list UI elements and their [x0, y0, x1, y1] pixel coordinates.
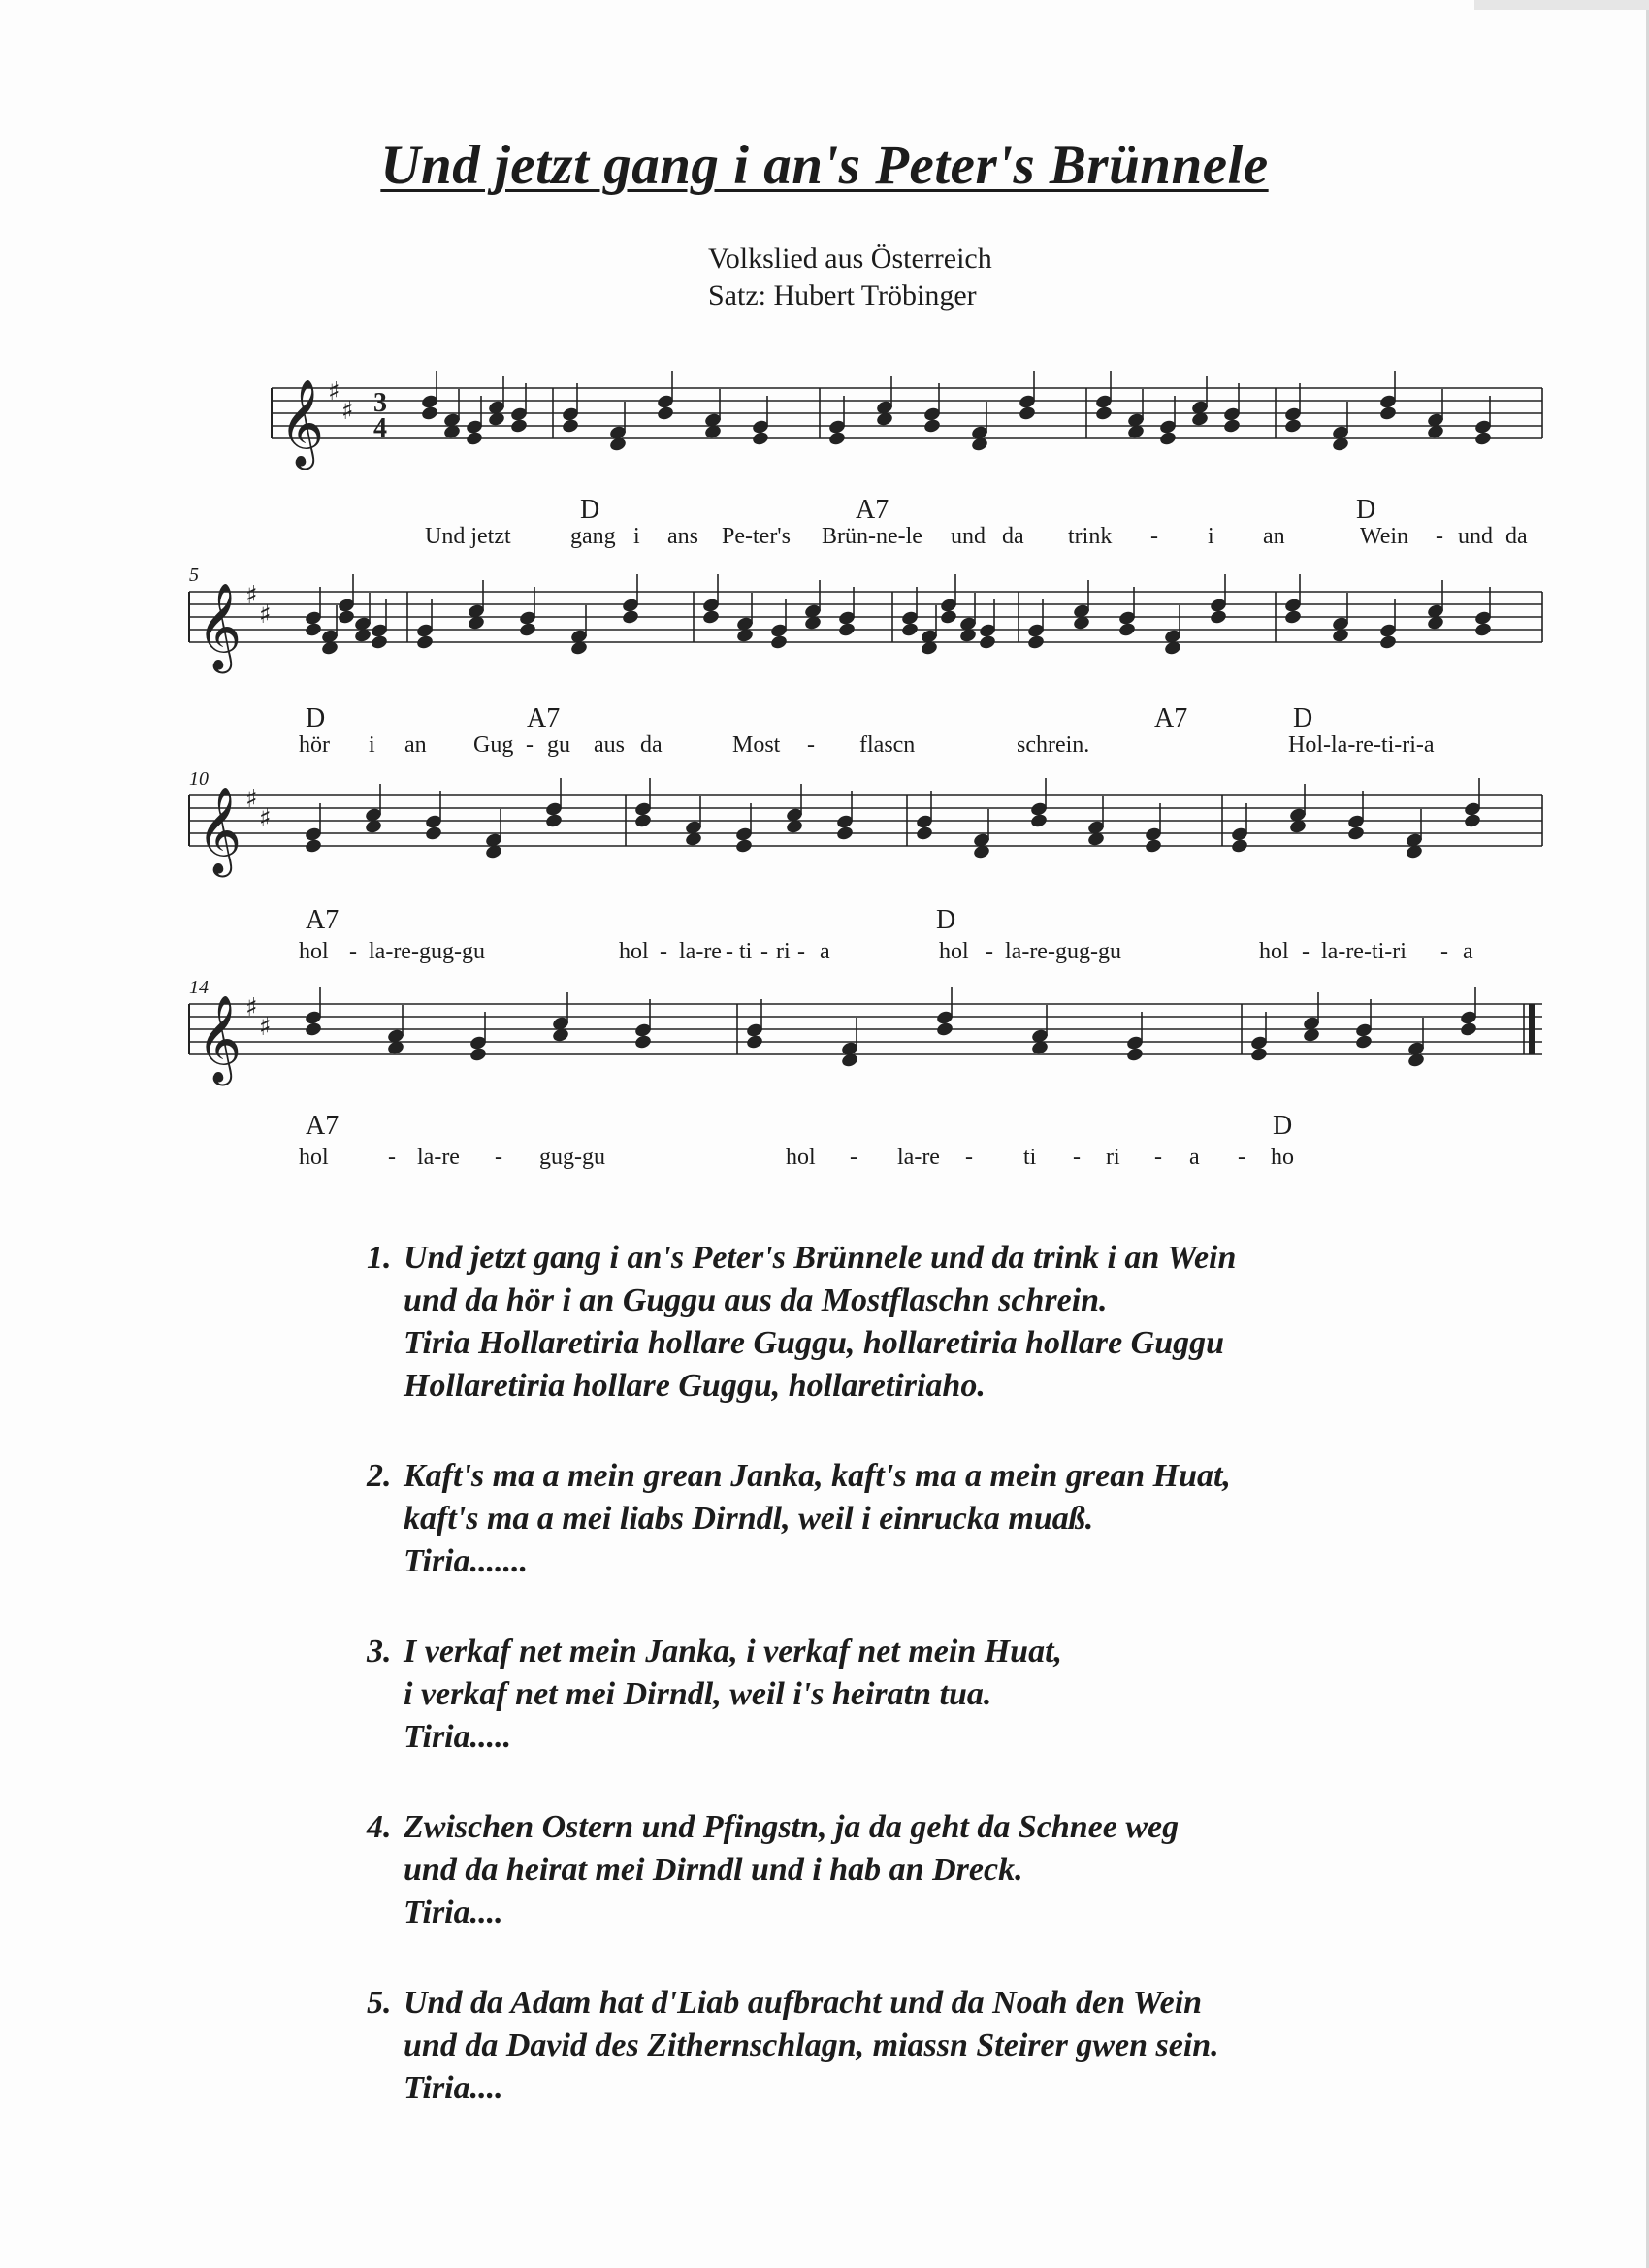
lyric-syllable: Und jetzt: [425, 524, 511, 549]
lyric-syllable: -: [850, 1145, 857, 1170]
lyric-syllable: -: [349, 939, 357, 964]
sharp-icon: ♯: [245, 581, 258, 610]
lyric-syllable: schrein.: [1017, 732, 1090, 758]
lyric-syllable: -: [1238, 1145, 1245, 1170]
lyric-syllable: -: [388, 1145, 396, 1170]
lyric-syllable: a: [820, 939, 830, 964]
sharp-icon: ♯: [245, 785, 258, 814]
lyric-syllable: gang: [570, 524, 616, 549]
sharp-icon: ♯: [245, 993, 258, 1022]
lyric-syllable: Gug: [473, 732, 514, 758]
verse-line: und da heirat mei Dirndl und i hab an Dreck.: [404, 1852, 1023, 1888]
music-system-1: [175, 369, 1552, 582]
verse-line: I verkaf net mein Janka, i verkaf net mein Huat,: [404, 1634, 1063, 1669]
lyric-syllable: ri: [1106, 1145, 1120, 1170]
verse-line: kaft's ma a mei liabs Dirndl, weil i einrucka muaß.: [404, 1501, 1094, 1537]
lyric-syllable: a: [1463, 939, 1473, 964]
verse-line: Und da Adam hat d'Liab aufbracht und da Noah den Wein: [404, 1985, 1203, 2021]
lyric-syllable: Brün-ne-le: [822, 524, 922, 549]
verse-2: [367, 1455, 1511, 1583]
lyric-syllable: ans: [667, 524, 698, 549]
scan-shadow: [1474, 0, 1649, 10]
staff-2: [175, 572, 1552, 689]
lyric-syllable: la-re: [417, 1145, 460, 1170]
music-system-4: [175, 977, 1552, 1179]
sharp-icon: ♯: [259, 600, 272, 630]
lyric-syllable: Wein: [1360, 524, 1409, 549]
lyric-syllable: hol: [299, 1145, 329, 1170]
verse-number: 3.: [367, 1634, 392, 1669]
chord-symbol: A7: [527, 703, 561, 733]
measure-number: 14: [189, 977, 209, 998]
subtitle-arranger: Satz: Hubert Tröbinger: [708, 279, 977, 311]
chord-symbol: D: [1356, 495, 1376, 525]
lyric-syllable: -: [1436, 524, 1443, 549]
lyric-syllable: hör: [299, 732, 330, 758]
verse-line: Zwischen Ostern und Pfingstn, ja da geht da Schnee weg: [404, 1809, 1180, 1845]
verse-line: Tiria....: [404, 2070, 503, 2106]
chord-symbol: D: [1293, 703, 1313, 733]
lyric-syllable: gu: [547, 732, 570, 758]
verse-number: 1.: [367, 1240, 392, 1276]
lyric-syllable: -: [660, 939, 667, 964]
verse-number: 2.: [367, 1458, 392, 1494]
treble-clef-icon: 𝄞: [279, 379, 325, 467]
verse-line: Tiria.......: [404, 1543, 529, 1579]
verse-line: Tiria.....: [404, 1719, 512, 1755]
verse-line: Tiria....: [404, 1895, 503, 1930]
lyric-syllable: la-re-gug-gu: [1005, 939, 1121, 964]
time-signature-upper: 3: [373, 388, 387, 418]
lyric-syllable: -: [986, 939, 993, 964]
verses: [367, 1237, 1511, 2157]
lyric-syllable: -: [1150, 524, 1158, 549]
verse-line: Hollaretiria hollare Guggu, hollaretiriaho.: [404, 1368, 986, 1404]
lyric-syllable: ho: [1271, 1145, 1294, 1170]
lyric-syllable: -: [965, 1145, 973, 1170]
lyric-syllable: a: [1189, 1145, 1200, 1170]
lyric-syllable: an: [1263, 524, 1285, 549]
chord-symbol: D: [580, 495, 600, 525]
treble-clef-icon: 𝄞: [197, 995, 242, 1083]
lyric-syllable: flascn: [859, 732, 916, 758]
lyric-syllable: hol: [939, 939, 969, 964]
verse-line: Tiria Hollaretiria hollare Guggu, hollaretiria hollare Guggu: [404, 1325, 1225, 1361]
lyric-syllable: aus: [594, 732, 625, 758]
lyric-syllable: Pe-ter's: [722, 524, 791, 549]
verse-5: [367, 1982, 1511, 2110]
lyric-syllable: -: [526, 732, 534, 758]
lyric-syllable: Hol-la-re-ti-ri-a: [1288, 732, 1435, 758]
lyric-syllable: i: [369, 732, 375, 758]
chord-symbol: D: [306, 703, 326, 733]
music-system-2: [175, 565, 1552, 766]
sharp-icon: ♯: [341, 397, 354, 426]
lyric-syllable: la-re-gug-gu: [369, 939, 485, 964]
lyric-syllable: la-re: [897, 1145, 940, 1170]
lyric-syllable: ri: [776, 939, 791, 964]
lyric-syllable: -: [726, 939, 733, 964]
verse-number: 4.: [367, 1809, 392, 1845]
chord-symbol: A7: [306, 905, 340, 935]
lyric-syllable: an: [404, 732, 427, 758]
lyric-syllable: hol: [786, 1145, 816, 1170]
lyric-syllable: hol: [619, 939, 649, 964]
lyric-syllable: -: [495, 1145, 502, 1170]
lyric-syllable: -: [1440, 939, 1448, 964]
lyric-syllable: -: [760, 939, 768, 964]
verse-line: Kaft's ma a mein grean Janka, kaft's ma a mein grean Huat,: [404, 1458, 1231, 1494]
lyric-syllable: -: [1073, 1145, 1081, 1170]
treble-clef-icon: 𝄞: [197, 787, 242, 874]
chord-symbol: A7: [856, 495, 889, 525]
lyric-syllable: ti: [739, 939, 753, 964]
lyric-syllable: -: [797, 939, 805, 964]
lyric-syllable: hol: [1259, 939, 1289, 964]
sharp-icon: ♯: [259, 804, 272, 833]
staff-4: [175, 985, 1552, 1101]
chord-symbol: D: [936, 905, 956, 935]
lyric-syllable: la-re: [679, 939, 722, 964]
chord-symbol: A7: [1154, 703, 1188, 733]
lyric-syllable: und: [951, 524, 986, 549]
verse-1: [367, 1237, 1511, 1408]
chord-symbol: D: [1273, 1111, 1293, 1141]
final-barline: [1529, 1004, 1535, 1054]
verse-line: i verkaf net mei Dirndl, weil i's heiratn tua.: [404, 1676, 992, 1712]
chord-symbol: A7: [306, 1111, 340, 1141]
verse-4: [367, 1806, 1511, 1934]
sharp-icon: ♯: [328, 377, 340, 406]
staff-1: [175, 369, 1552, 485]
lyric-syllable: hol: [299, 939, 329, 964]
lyric-syllable: ti: [1023, 1145, 1037, 1170]
treble-clef-icon: 𝄞: [197, 583, 242, 670]
verse-line: Und jetzt gang i an's Peter's Brünnele und da trink i an Wein: [404, 1240, 1237, 1276]
lyric-syllable: i: [633, 524, 640, 549]
song-title: Und jetzt gang i an's Peter's Brünnele: [380, 135, 1269, 196]
lyric-syllable: -: [1154, 1145, 1162, 1170]
staff-3: [175, 776, 1552, 892]
lyric-syllable: -: [1302, 939, 1310, 964]
verse-line: und da David des Zithernschlagn, miassn Steirer gwen sein.: [404, 2027, 1219, 2063]
lyric-syllable: i: [1208, 524, 1214, 549]
time-signature-lower: 4: [373, 413, 387, 443]
verse-3: [367, 1631, 1511, 1759]
measure-number: 5: [189, 565, 199, 586]
lyric-syllable: und: [1458, 524, 1493, 549]
lyric-syllable: da: [640, 732, 663, 758]
lyric-syllable: Most: [732, 732, 781, 758]
lyric-syllable: gug-gu: [539, 1145, 605, 1170]
lyric-syllable: da: [1505, 524, 1528, 549]
music-system-3: [175, 768, 1552, 970]
verse-line: und da hör i an Guggu aus da Mostflaschn schrein.: [404, 1282, 1108, 1318]
verse-number: 5.: [367, 1985, 392, 2021]
lyric-syllable: -: [807, 732, 815, 758]
sharp-icon: ♯: [259, 1013, 272, 1042]
lyric-syllable: la-re-ti-ri: [1321, 939, 1406, 964]
subtitle-origin: Volkslied aus Österreich: [708, 243, 992, 275]
measure-number: 10: [189, 768, 209, 790]
lyric-syllable: da: [1002, 524, 1024, 549]
lyric-syllable: trink: [1068, 524, 1113, 549]
